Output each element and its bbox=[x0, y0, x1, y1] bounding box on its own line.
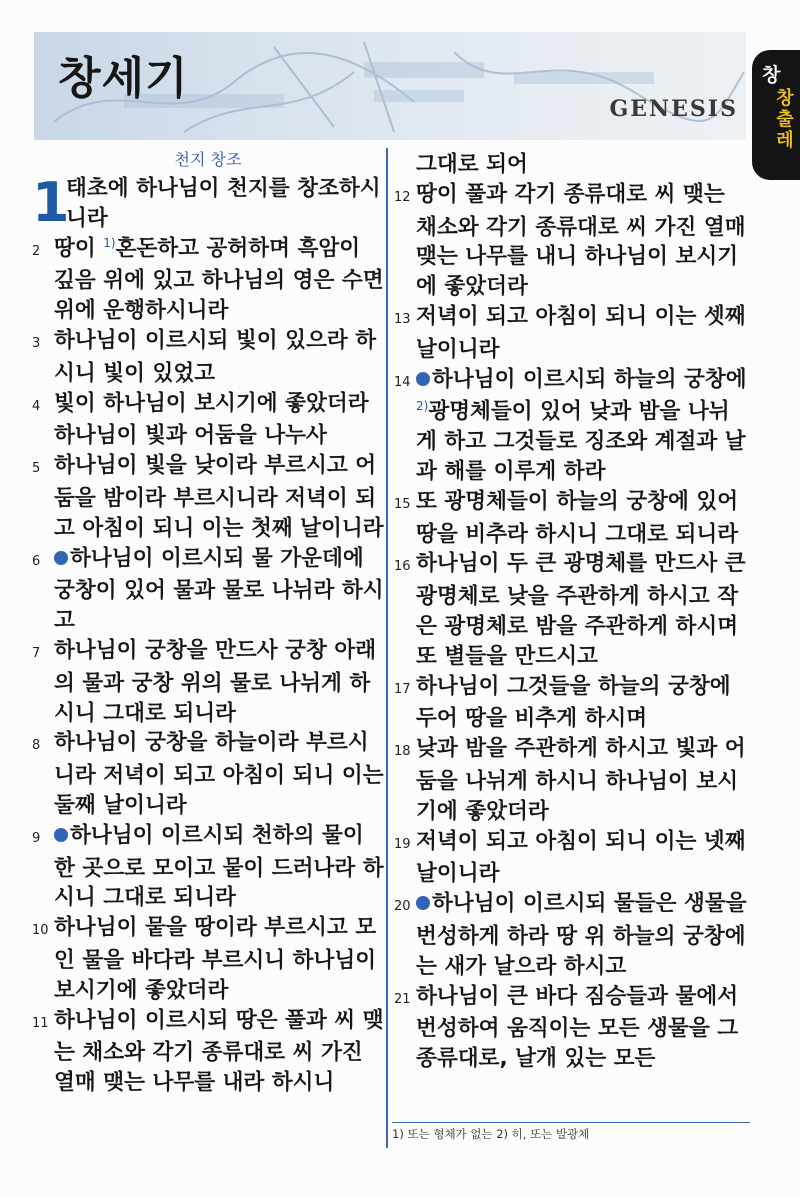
verse-6 bbox=[32, 544, 384, 636]
verse-text: 하나님이 빛을 낮이라 부르시고 어둠을 밤이라 부르시니라 저녁이 되고 아침이 되니 이는 첫째 날이니라 bbox=[54, 453, 384, 541]
verse-14 bbox=[394, 365, 750, 487]
verse-number: 20 bbox=[394, 899, 411, 915]
right-column bbox=[394, 150, 750, 1074]
verse-number: 3 bbox=[32, 335, 41, 351]
verse-8 bbox=[32, 728, 384, 820]
verse-text: 땅이 풀과 각기 종류대로 씨 맺는 채소와 각기 종류대로 씨 가진 열매 맺는 나무를 내니 하나님이 보시기에 좋았더라 bbox=[416, 181, 746, 300]
verse-4 bbox=[32, 389, 384, 452]
verse-number: 13 bbox=[394, 311, 411, 327]
verse-text: 빛이 하나님이 보시기에 좋았더라 하나님이 빛과 어둠을 나누사 bbox=[54, 390, 369, 449]
footnote-ref[interactable]: 2) bbox=[416, 399, 429, 414]
verse-5 bbox=[32, 451, 384, 543]
verse-text: 하나님이 그것들을 하늘의 궁창에 두어 땅을 비추게 하시며 bbox=[416, 673, 731, 732]
verse-text: 낮과 밤을 주관하게 하시고 빛과 어둠을 나뉘게 하시니 하나님이 보시기에 좋았더라 bbox=[416, 736, 746, 824]
verse-11 bbox=[32, 1006, 384, 1098]
verse-text: 하나님이 뭍을 땅이라 부르시고 모인 물을 바다라 부르시니 하나님이 보시기에 좋았더라 bbox=[54, 915, 377, 1003]
verse-text-pre: 하나님이 이르시되 하늘의 궁창에 bbox=[432, 366, 747, 392]
tab-current-books: 창출레 bbox=[776, 88, 794, 151]
verse-number: 17 bbox=[394, 681, 411, 697]
left-column bbox=[32, 150, 384, 1098]
verse-18 bbox=[394, 734, 750, 826]
verse-1 bbox=[32, 171, 384, 234]
footnotes: 1) 또는 형체가 없는 2) 히, 또는 발광체 bbox=[392, 1122, 750, 1142]
paragraph-bullet-icon bbox=[54, 828, 68, 842]
verse-number: 2 bbox=[32, 243, 41, 259]
verse-text: 하나님이 궁창을 하늘이라 부르시니라 저녁이 되고 아침이 되니 이는 둘째 날이니라 bbox=[54, 730, 384, 818]
verse-number: 7 bbox=[32, 645, 41, 661]
verse-number: 16 bbox=[394, 559, 411, 575]
verse-text: 또 광명체들이 하늘의 궁창에 있어 땅을 비추라 하시니 그대로 되니라 bbox=[416, 488, 739, 547]
verse-text: 하나님이 이르시되 물 가운데에 궁창이 있어 물과 물로 나뉘라 하시고 bbox=[54, 545, 384, 634]
verse-number: 15 bbox=[394, 496, 411, 512]
verse-19 bbox=[394, 827, 750, 890]
verse-number: 14 bbox=[394, 374, 411, 390]
verse-text: 하나님이 이르시되 물들은 생물을 번성하게 하라 땅 위 하늘의 궁창에는 새가 날으라 하시고 bbox=[416, 891, 747, 979]
verse-number: 9 bbox=[32, 830, 41, 846]
verse-number: 4 bbox=[32, 398, 41, 414]
footnote-ref[interactable]: 1) bbox=[103, 235, 116, 250]
column-divider bbox=[386, 148, 388, 1148]
verse-text: 하나님이 이르시되 땅은 풀과 씨 맺는 채소와 각기 종류대로 씨 가진 열매 맺는 나무를 내라 하시니 bbox=[54, 1007, 384, 1096]
verse-3 bbox=[32, 326, 384, 389]
book-index-tab[interactable] bbox=[752, 50, 800, 180]
book-title-english: GENESIS bbox=[609, 96, 738, 122]
verse-text: 하나님이 두 큰 광명체를 만드사 큰 광명체로 낮을 주관하게 하시고 작은 광명체로 밤을 주관하게 하시며 또 별들을 만드시고 bbox=[416, 551, 746, 669]
verse-text: 하나님이 이르시되 빛이 있으라 하시니 빛이 있었고 bbox=[54, 327, 377, 386]
tab-abbreviation: 창 bbox=[762, 64, 781, 86]
verse-16 bbox=[394, 549, 750, 671]
verse-11-continuation: 그대로 되어 bbox=[416, 152, 528, 177]
verse-number: 21 bbox=[394, 991, 411, 1007]
verse-21 bbox=[394, 982, 750, 1074]
verse-text: 태초에 하나님이 천지를 창조하시니라 bbox=[66, 176, 381, 231]
verse-number: 19 bbox=[394, 836, 411, 852]
chapter-number: 1 bbox=[32, 171, 70, 234]
paragraph-bullet-icon bbox=[416, 896, 430, 910]
verse-number: 11 bbox=[32, 1015, 49, 1031]
verse-text: 광명체들이 있어 낮과 밤을 나뉘게 하고 그것들로 징조와 계절과 날과 해를 이루게 하라 bbox=[416, 399, 746, 484]
section-heading: 천지 창조 bbox=[174, 150, 242, 169]
verse-text: 하나님이 이르시되 천하의 물이 한 곳으로 모이고 뭍이 드러나라 하시니 그대로 되니라 bbox=[54, 822, 384, 911]
verse-20 bbox=[394, 889, 750, 981]
verse-text: 저녁이 되고 아침이 되니 이는 넷째 날이니라 bbox=[416, 828, 746, 887]
verse-17 bbox=[394, 672, 750, 735]
verse-number: 5 bbox=[32, 461, 41, 477]
verse-2 bbox=[32, 234, 384, 326]
verse-7 bbox=[32, 636, 384, 728]
paragraph-bullet-icon bbox=[416, 372, 430, 386]
verse-text: 혼돈하고 공허하며 흑암이 깊음 위에 있고 하나님의 영은 수면 위에 운행하시니라 bbox=[54, 235, 384, 324]
book-title-korean: 창세기 bbox=[58, 53, 189, 104]
verse-text: 하나님이 궁창을 만드사 궁창 아래의 물과 궁창 위의 물로 나뉘게 하시니 그대로 되니라 bbox=[54, 637, 377, 726]
verse-number: 8 bbox=[32, 738, 41, 754]
verse-9 bbox=[32, 821, 384, 913]
verse-10 bbox=[32, 913, 384, 1005]
verse-number: 18 bbox=[394, 744, 411, 760]
verse-15 bbox=[394, 487, 750, 550]
verse-text-pre: 땅이 bbox=[54, 235, 104, 261]
verse-text: 저녁이 되고 아침이 되니 이는 셋째 날이니라 bbox=[416, 303, 746, 362]
verse-text: 하나님이 큰 바다 짐승들과 물에서 번성하여 움직이는 모든 생물을 그 종류대로, 날개 있는 모든 bbox=[416, 983, 739, 1072]
verse-number: 12 bbox=[394, 189, 411, 205]
verse-12 bbox=[394, 180, 750, 302]
verse-number: 6 bbox=[32, 553, 41, 569]
verse-number: 10 bbox=[32, 923, 49, 939]
paragraph-bullet-icon bbox=[54, 551, 68, 565]
verse-13 bbox=[394, 302, 750, 365]
